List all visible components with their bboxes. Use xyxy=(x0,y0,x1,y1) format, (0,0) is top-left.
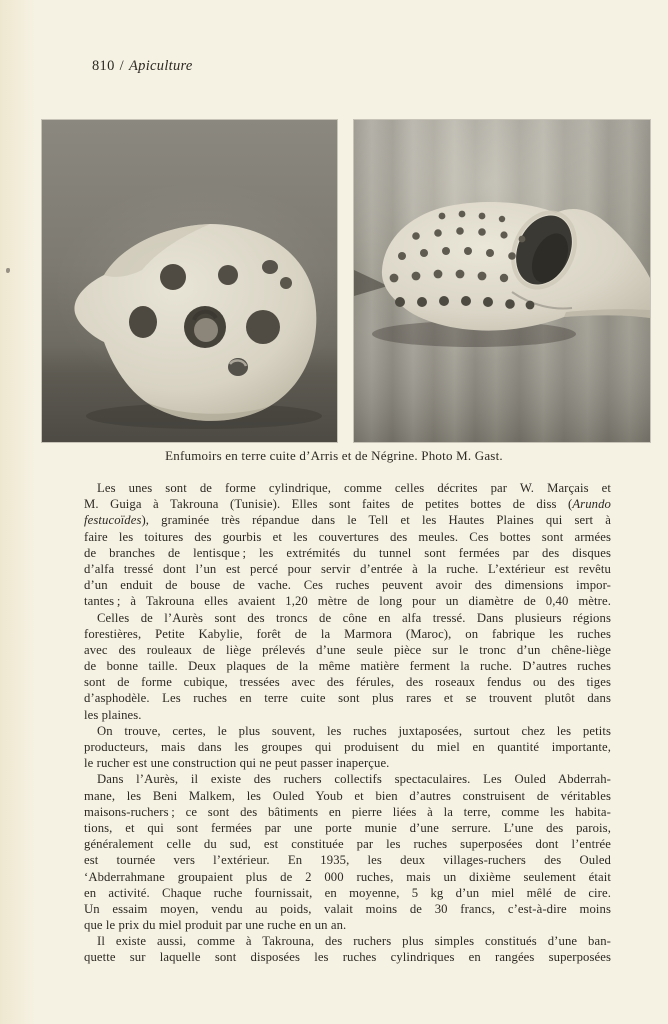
text-run: d’un enduit de bouse de vache. Ces ruches peuvent avoir des dimensions impor- xyxy=(84,578,611,593)
photo-enfumoir-left-image xyxy=(42,120,337,442)
text-run: est tournée vers l’extérieur. En 1935, les deux villages-ruchers des Ouled xyxy=(84,853,611,868)
text-run: d’alfa tressé dont l’un est percé pour servir d’entrée à la ruche. L’extérieur est revêtu xyxy=(84,561,611,576)
text-run: quette sur laquelle sont disposées les ruches cylindriques en rangées superposées xyxy=(84,950,611,965)
text-run: On trouve, certes, le plus souvent, les ruches juxtaposées, surtout chez les petits xyxy=(97,723,611,738)
text-line xyxy=(84,496,611,512)
page-number: 810 xyxy=(92,58,115,74)
text-line xyxy=(84,869,611,885)
body-text xyxy=(84,480,611,966)
text-run: tantes ; à Takrouna elles avaient 1,20 mètre de long pour un diamètre de 0,40 mètre. xyxy=(84,594,611,609)
photo-enfumoir-right xyxy=(354,120,650,442)
text-run: maisons-ruchers ; ce sont des bâtiments en pierre liées à la terre, comme les habita- xyxy=(84,804,611,819)
text-line xyxy=(84,788,611,804)
text-line xyxy=(84,480,611,496)
text-line xyxy=(84,917,611,933)
text-run: Il existe aussi, comme à Takrouna, des ruchers plus simples constitués d’une ban- xyxy=(97,934,611,949)
text-run: Dans l’Aurès, il existe des ruchers collectifs spectaculaires. Les Ouled Abderrah- xyxy=(97,772,611,787)
text-line xyxy=(84,674,611,690)
text-line xyxy=(84,626,611,642)
text-line xyxy=(84,885,611,901)
text-run: ‘Abderrahmane groupaient plus de 2 000 ruches, mais un dixième seulement était xyxy=(84,869,611,884)
text-line xyxy=(84,901,611,917)
text-line xyxy=(84,739,611,755)
photo-enfumoir-left xyxy=(42,120,337,442)
text-line xyxy=(84,658,611,674)
text-line xyxy=(84,933,611,949)
text-line xyxy=(84,949,611,965)
text-line xyxy=(84,642,611,658)
text-line xyxy=(84,852,611,868)
text-line xyxy=(84,529,611,545)
text-run: Les unes sont de forme cylindrique, comme celles décrites par W. Marçais et xyxy=(97,481,611,495)
latin-species-name: Arundo xyxy=(572,497,611,512)
figure-caption: Enfumoirs en terre cuite d’Arris et de Négrine. Photo M. Gast. xyxy=(165,448,503,463)
text-run: forestières, Petite Kabylie, forêt de la Marmora (Maroc), on fabrique les ruches xyxy=(84,626,611,641)
text-run: faire les toitures des gourbis et les couvertures des meules. Ces bottes sont armées xyxy=(84,529,611,544)
text-line xyxy=(84,593,611,609)
text-line xyxy=(84,690,611,706)
text-run: les plaines. xyxy=(84,707,142,722)
text-run: le rucher est une construction qui ne peut passer inaperçue. xyxy=(84,756,390,771)
header-separator: / xyxy=(119,58,124,74)
text-run: ), graminée très répandue dans le Tell et les Hautes Plaines qui sert à xyxy=(141,513,611,528)
text-line xyxy=(84,771,611,787)
text-run: d’asphodèle. Les ruches en terre cuite sont plus rares et se trouvent plutôt dans xyxy=(84,691,611,706)
text-run: producteurs, mais dans les groupes qui produisent du miel en quantité importante, xyxy=(84,740,611,754)
text-run: mane, les Beni Malkem, les Ouled Youb et bien d’autres construisent de véritables xyxy=(84,788,611,803)
text-line xyxy=(84,836,611,852)
latin-species-name: festucoïdes xyxy=(84,513,142,528)
text-line xyxy=(84,561,611,577)
text-line xyxy=(84,512,611,528)
running-header xyxy=(92,58,193,75)
text-line xyxy=(84,755,611,771)
text-line xyxy=(84,707,611,723)
text-run: M. Guiga à Takrouna (Tunisie). Elles sont faites de petites bottes de diss ( xyxy=(84,497,573,512)
text-run: généralement celle du sud, est constituée par les ruches superposées dont l’entrée xyxy=(84,837,611,852)
text-line xyxy=(84,723,611,739)
text-run: Celles de l’Aurès sont des troncs de cône en alfa tressé. Dans plusieurs régions xyxy=(97,610,611,625)
text-run: de bonne taille. Deux plaques de la même matière ferment la ruche. D’autres ruches xyxy=(84,659,611,674)
text-run: en activité. Chaque ruche fournissait, en moyenne, 5 kg d’un miel mêlé de cire. xyxy=(84,885,611,900)
text-run: tions, et qui sont fermées par une porte munie d’une serrure. L’une des parois, xyxy=(84,820,611,835)
text-line xyxy=(84,610,611,626)
text-line xyxy=(84,820,611,836)
page-left-edge-shading xyxy=(0,0,36,1024)
chapter-title: Apiculture xyxy=(129,58,193,74)
text-run: de branches de lentisque ; les extrémités du tunnel sont fermées par des disques xyxy=(84,545,611,560)
text-line xyxy=(84,804,611,820)
photo-enfumoir-right-image xyxy=(354,120,650,442)
text-run: sont de forme cubique, tressées avec des férules, des roseaux fendus ou des tiges xyxy=(84,675,611,690)
text-run: que le prix du miel produit par une ruche en un an. xyxy=(84,918,347,933)
text-run: avec des rouleaux de liège prélevés d’une seule pièce sur le tronc d’un chêne-liège xyxy=(84,642,611,657)
text-line xyxy=(84,545,611,561)
text-run: Un essaim moyen, vendu au poids, valait moins de 30 francs, c’est-à-dire moins xyxy=(84,901,611,916)
text-line xyxy=(84,577,611,593)
